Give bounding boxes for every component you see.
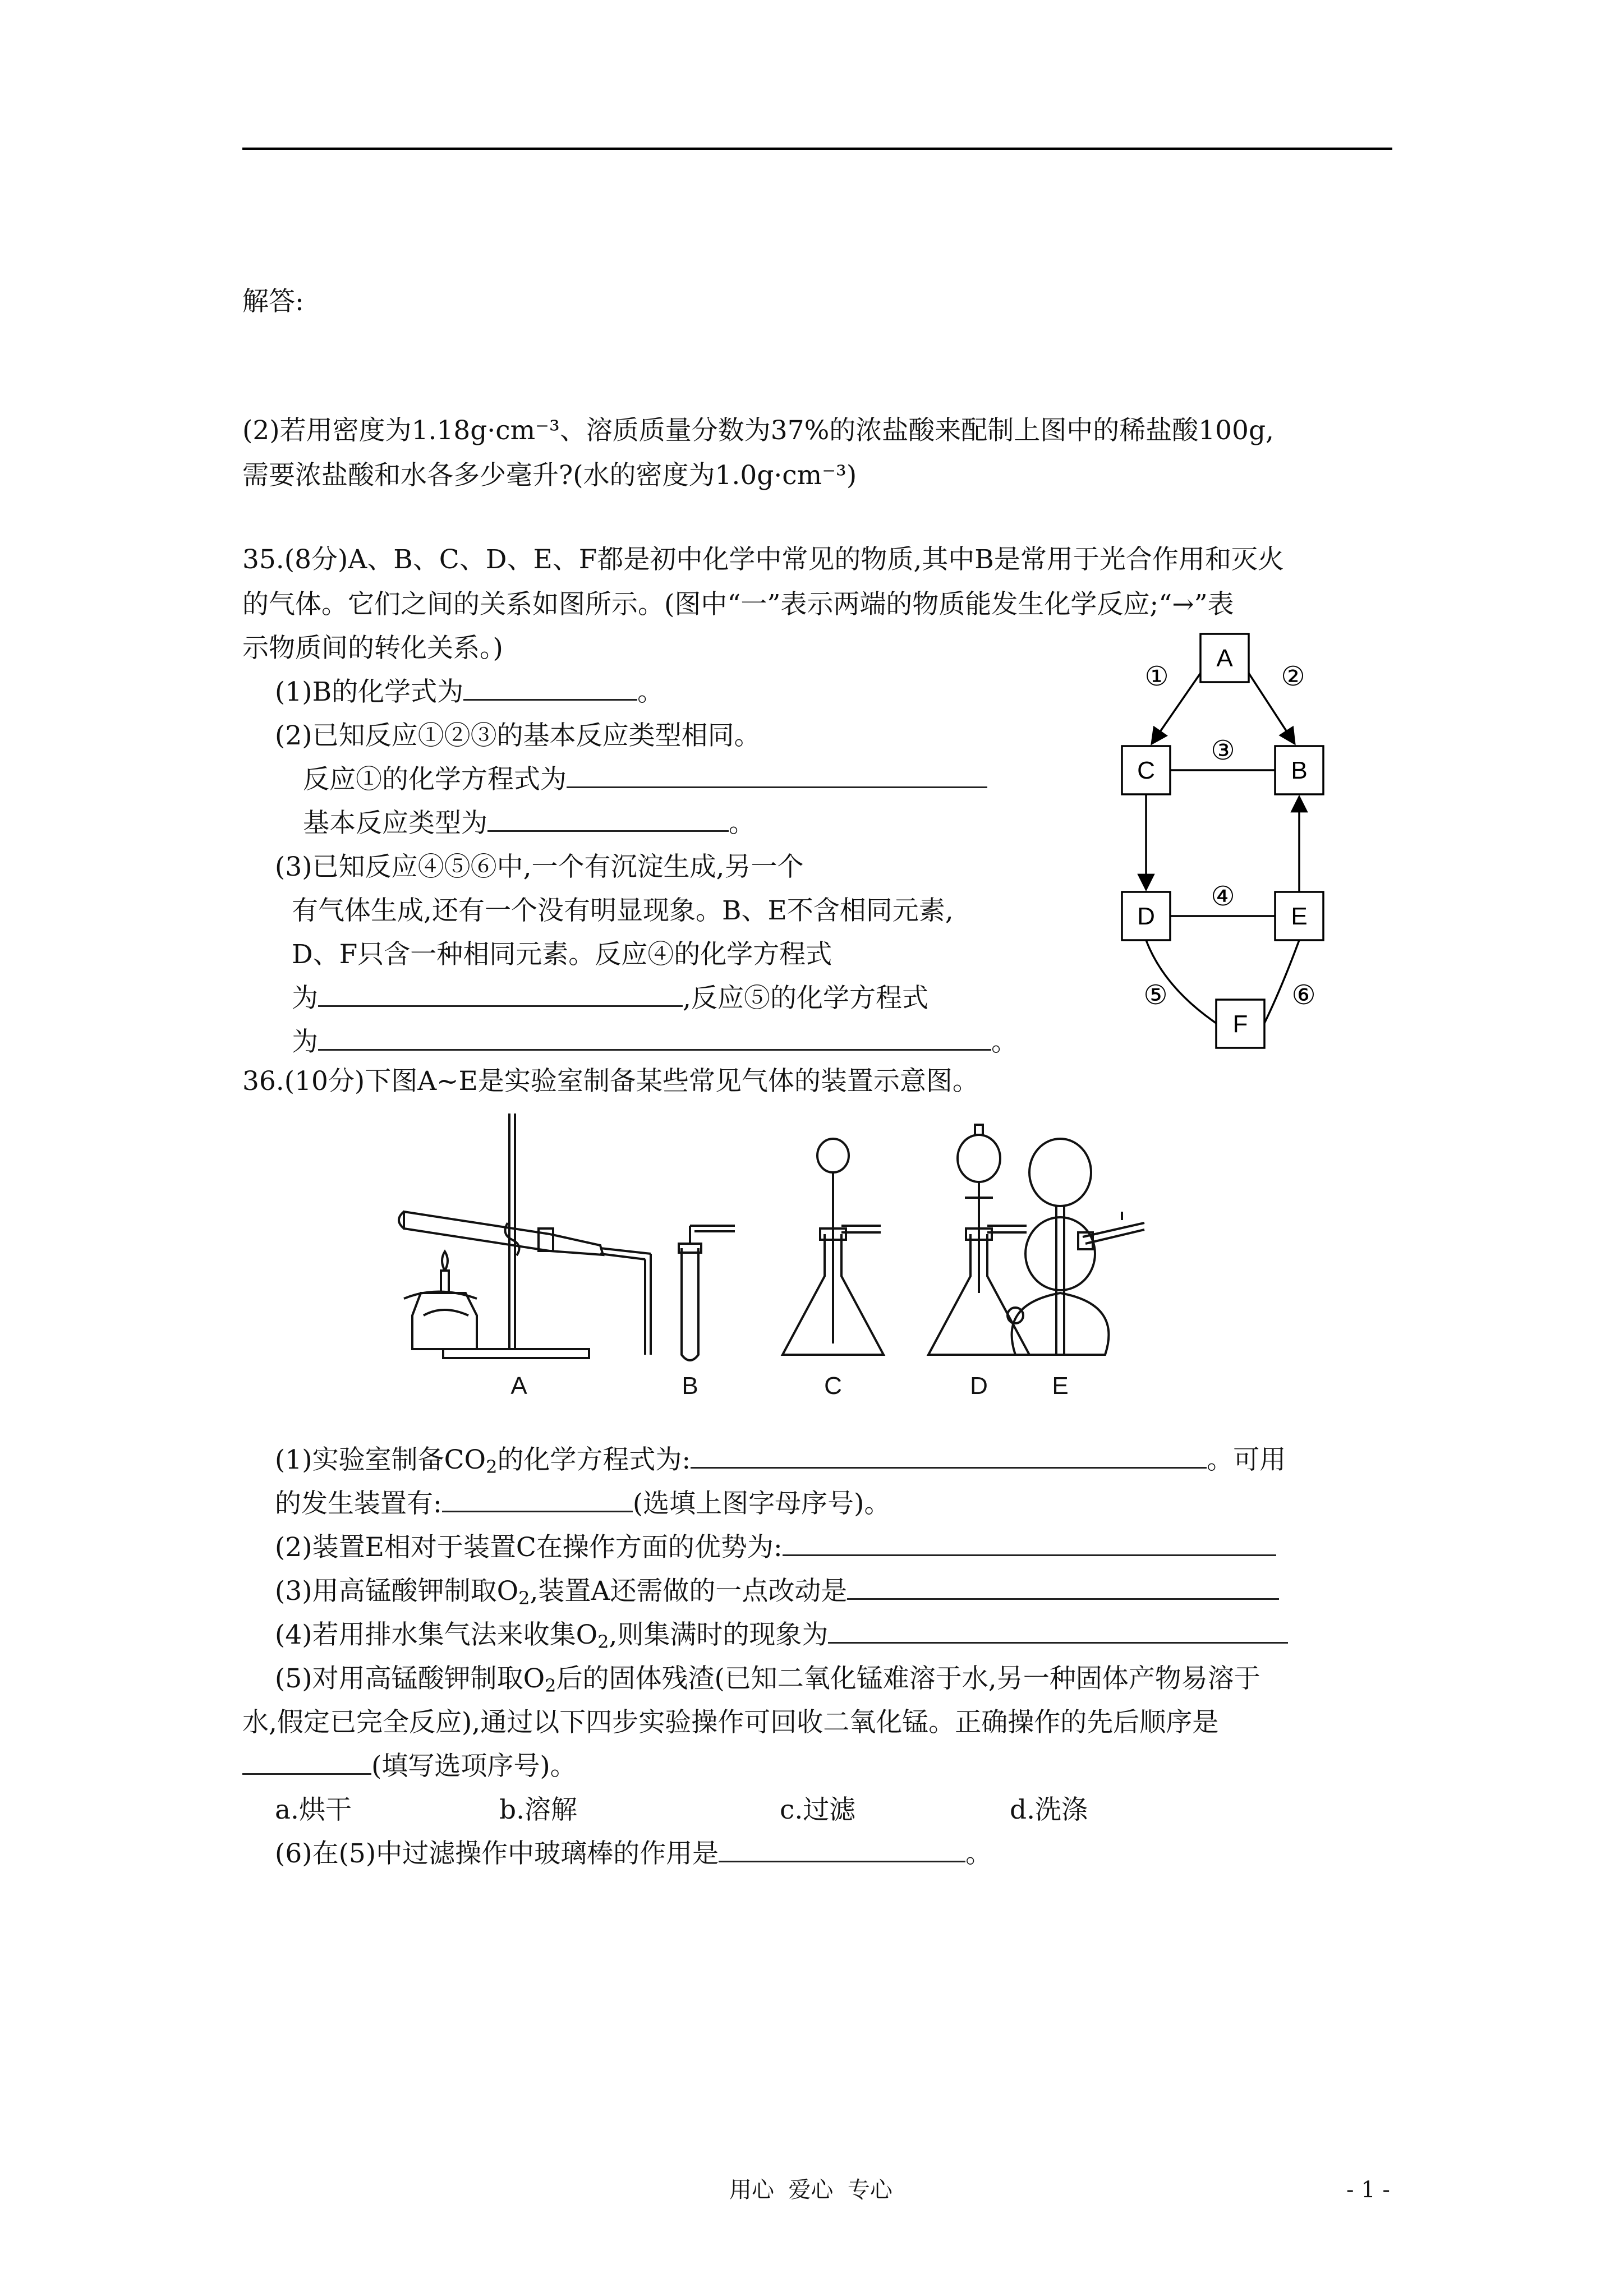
q35-intro-line2: 的气体。它们之间的关系如图所示。(图中“一”表示两端的物质能发生化学反应;“→”表	[242, 589, 1234, 620]
q36-option-b: b.溶解	[499, 1795, 578, 1825]
q36-part6-text: (6)在(5)中过滤操作中玻璃棒的作用是	[275, 1838, 719, 1869]
node-a: A	[1216, 645, 1233, 672]
q36-part4-blank[interactable]	[828, 1619, 1288, 1644]
apparatus-label-e: E	[1052, 1372, 1069, 1400]
apparatus-label-c: C	[824, 1372, 842, 1400]
q35-part3-eq5-text: ,反应⑤的化学方程式	[683, 983, 928, 1014]
q36-part5-sub: 2	[545, 1675, 556, 1696]
q36-part4-text: (4)若用排水集气法来收集O	[275, 1619, 598, 1650]
q35-part2-type-suffix: 。	[729, 808, 755, 839]
q36-part2-text: (2)装置E相对于装置C在操作方面的优势为:	[275, 1532, 783, 1563]
q36-part6	[275, 1838, 992, 1870]
node-f: F	[1232, 1010, 1248, 1038]
q35-part3-eq4-text: 为	[292, 983, 318, 1014]
header-rule	[242, 148, 1392, 150]
q36-part3	[275, 1576, 1279, 1607]
q36-part1-line2	[275, 1488, 891, 1520]
q35-part2-type-blank[interactable]	[487, 808, 729, 832]
q35-part1-blank[interactable]	[463, 677, 637, 701]
q36-part5-line3	[242, 1751, 577, 1782]
q36-part1-sub: 2	[486, 1456, 498, 1478]
q36-part3-sub: 2	[518, 1588, 530, 1609]
reaction-1: ①	[1144, 662, 1169, 692]
q35-part3-line4	[292, 983, 928, 1014]
q36-part1-suffix: 。可用	[1207, 1444, 1286, 1475]
node-e: E	[1291, 903, 1308, 930]
q36-part3-suffix: ,装置A还需做的一点改动是	[530, 1576, 848, 1607]
reaction-2: ②	[1281, 662, 1305, 692]
q35-part1-text: (1)B的化学式为	[275, 677, 464, 707]
q35-part3-line5	[292, 1027, 1018, 1058]
q35-part2-line1: (2)已知反应①②③的基本反应类型相同。	[275, 720, 761, 751]
apparatus-c	[783, 1139, 884, 1355]
apparatus-label-d: D	[970, 1372, 988, 1400]
q36-part1-eq-blank[interactable]	[691, 1444, 1207, 1469]
q36-part5-line2: 水,假定已完全反应),通过以下四步实验操作可回收二氧化锰。正确操作的先后顺序是	[242, 1707, 1219, 1738]
q36-part1-text: (1)实验室制备CO	[275, 1444, 486, 1475]
q35-part3-line2: 有气体生成,还有一个没有明显现象。B、E不含相同元素,	[292, 895, 954, 926]
q36-part4-suffix: ,则集满时的现象为	[609, 1619, 829, 1650]
q35-part2-eq-blank[interactable]	[567, 764, 987, 788]
footer-motto: 用心 爱心 专心	[729, 2177, 892, 2203]
node-d: D	[1137, 903, 1155, 930]
q36-part5-blank[interactable]	[242, 1751, 371, 1775]
q36-part1-line1	[275, 1444, 1286, 1476]
q35-intro-line3: 示物质间的转化关系。)	[242, 633, 503, 664]
apparatus-e	[1007, 1139, 1144, 1355]
q36-part5-suffix: 后的固体残渣(已知二氧化锰难溶于水,另一种固体产物易溶于	[556, 1663, 1260, 1694]
apparatus-illustration	[387, 1114, 1285, 1428]
q35-part2-line3	[303, 808, 755, 839]
apparatus-a	[399, 1114, 651, 1358]
q35-part2-line2	[303, 764, 987, 795]
q35-part1	[275, 677, 664, 708]
reaction-5: ⑤	[1143, 981, 1168, 1010]
q35-part3-eq5-blank[interactable]	[318, 1027, 991, 1051]
reaction-4: ④	[1211, 882, 1235, 912]
q35-part3-eq5-prefix: 为	[292, 1027, 318, 1057]
q35-part2-eq-text: 反应①的化学方程式为	[303, 764, 567, 795]
q36-part5-text: (5)对用高锰酸钾制取O	[275, 1663, 545, 1694]
q36-part3-blank[interactable]	[847, 1576, 1279, 1600]
node-b: B	[1291, 757, 1308, 784]
q36-option-a: a.烘干	[275, 1795, 352, 1825]
q36-intro: 36.(10分)下图A~E是实验室制备某些常见气体的装置示意图。	[242, 1066, 979, 1097]
apparatus-label-a: A	[510, 1372, 527, 1400]
q36-part5-line3-suffix: (填写选项序号)。	[371, 1751, 577, 1782]
q35-part3-eq5-suffix: 。	[991, 1027, 1018, 1057]
q36-option-d: d.洗涤	[1010, 1795, 1088, 1825]
q36-part4	[275, 1619, 1288, 1651]
q35-intro-line1: 35.(8分)A、B、C、D、E、F都是初中化学中常见的物质,其中B是常用于光合作用和灭火	[242, 544, 1284, 575]
q36-part4-sub: 2	[597, 1631, 609, 1653]
q35-part2-type-text: 基本反应类型为	[303, 808, 487, 839]
q36-part6-blank[interactable]	[719, 1838, 965, 1862]
q35-part3-line3: D、F只含一种相同元素。反应④的化学方程式	[292, 939, 832, 970]
q36-part6-suffix: 。	[965, 1838, 992, 1869]
q36-part1-device-text: 的发生装置有:	[275, 1488, 442, 1519]
q36-part2	[275, 1532, 1276, 1563]
node-c: C	[1137, 757, 1155, 784]
q36-option-c: c.过滤	[780, 1795, 856, 1825]
answer-label: 解答:	[242, 286, 304, 317]
relation-diagram	[1111, 628, 1363, 1077]
q36-part1-device-suffix: (选填上图字母序号)。	[632, 1488, 891, 1519]
page-number: - 1 -	[1346, 2177, 1390, 2203]
q34-part2-line2: 需要浓盐酸和水各多少毫升?(水的密度为1.0g·cm⁻³)	[242, 460, 857, 491]
q35-part3-line1: (3)已知反应④⑤⑥中,一个有沉淀生成,另一个	[275, 852, 804, 882]
q35-part1-suffix: 。	[637, 677, 664, 707]
q35-part3-eq4-blank[interactable]	[318, 983, 683, 1007]
q36-part2-blank[interactable]	[783, 1532, 1276, 1556]
q36-part1-mid: 的化学方程式为:	[497, 1444, 691, 1475]
q34-part2-line1: (2)若用密度为1.18g·cm⁻³、溶质质量分数为37%的浓盐酸来配制上图中的稀盐酸100g,	[242, 415, 1274, 446]
apparatus-b	[679, 1226, 735, 1360]
q36-part5-line1	[275, 1663, 1260, 1695]
reaction-3: ③	[1211, 736, 1235, 766]
reaction-6: ⑥	[1291, 981, 1316, 1010]
q36-part3-text: (3)用高锰酸钾制取O	[275, 1576, 519, 1607]
q36-part1-device-blank[interactable]	[442, 1488, 633, 1512]
apparatus-label-b: B	[682, 1372, 698, 1400]
